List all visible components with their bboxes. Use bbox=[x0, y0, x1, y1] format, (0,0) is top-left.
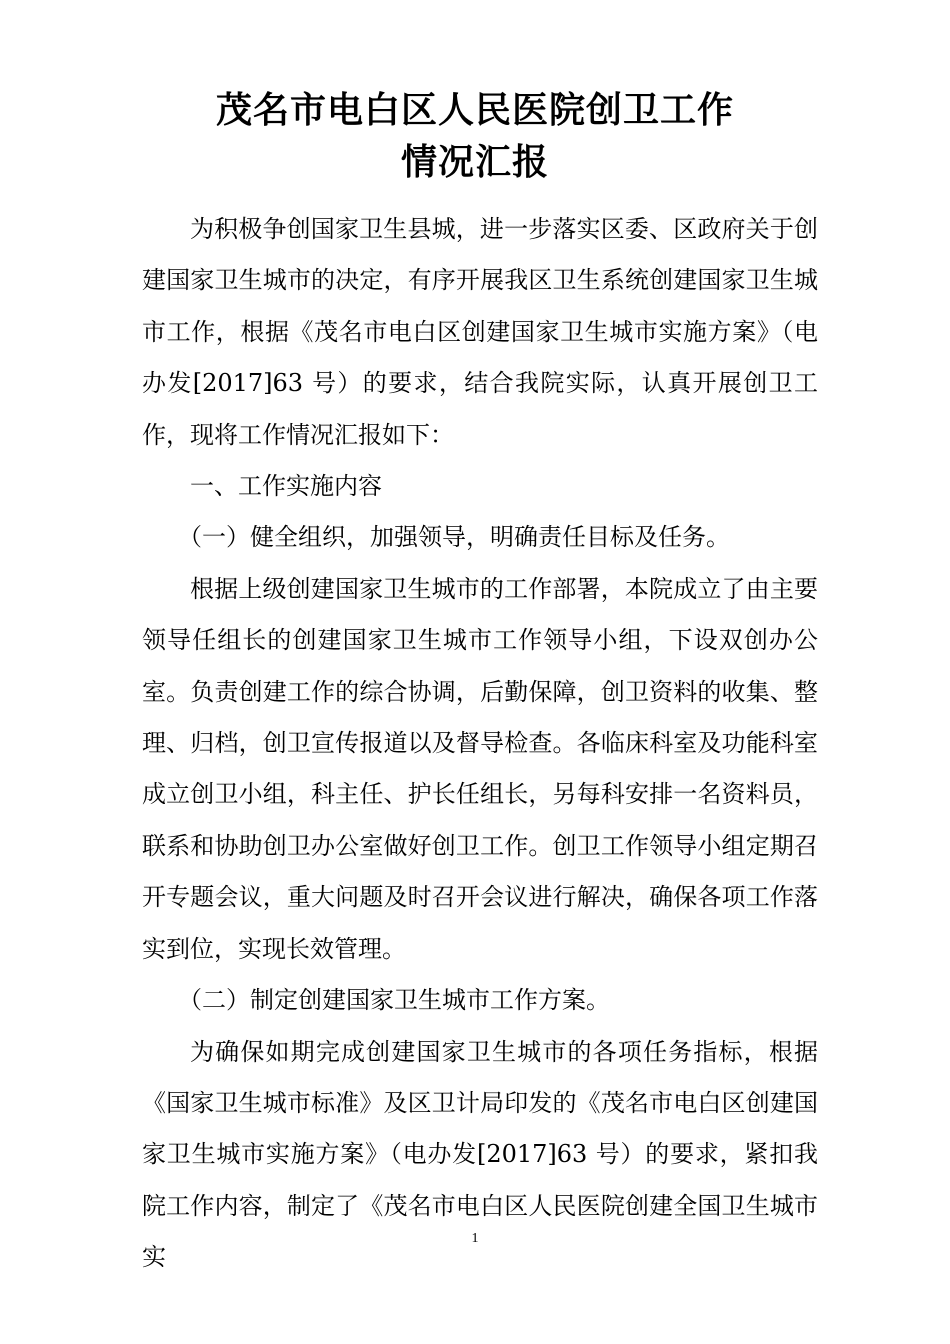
subsection-heading-work-plan: （二）制定创建国家卫生城市工作方案。 bbox=[178, 986, 610, 1015]
document-title-line-1: 茂名市电白区人民医院创卫工作 bbox=[215, 89, 734, 131]
document-title-line-2: 情况汇报 bbox=[400, 141, 549, 183]
work-plan-paragraph: 为确保如期完成创建国家卫生城市的各项任务指标，根据《国家卫生城市标准》及区卫计局印发的《茂名市电白区创建国家卫生城市实施方案》（电办发[2017]63 号）的要求，紧扣我院工作内容，制定了《茂名市电白区人民医院创建全国卫生城市实 bbox=[142, 1037, 818, 1272]
intro-paragraph: 为积极争创国家卫生县城，进一步落实区委、区政府关于创建国家卫生城市的决定，有序开展我区卫生系统创建国家卫生城市工作，根据《茂名市电白区创建国家卫生城市实施方案》（电办发[2017]63 号）的要求，结合我院实际，认真开展创卫工作，现将工作情况汇报如下： bbox=[142, 215, 818, 449]
subsection-heading-organization: （一）健全组织，加强领导，明确责任目标及任务。 bbox=[178, 523, 730, 552]
page-number: 1 bbox=[471, 1231, 479, 1246]
organization-paragraph: 根据上级创建国家卫生城市的工作部署，本院成立了由主要领导任组长的创建国家卫生城市工作领导小组，下设双创办公室。负责创建工作的综合协调，后勤保障，创卫资料的收集、整理、归档，创卫宣传报道以及督导检查。各临床科室及功能科室成立创卫小组，科主任、护长任组长，另每科安排一名资料员，联系和协助创卫办公室做好创卫工作。创卫工作领导小组定期召开专题会议，重大问题及时召开会议进行解决，确保各项工作落实到位，实现长效管理。 bbox=[142, 574, 818, 963]
section-heading-work-content: 一、工作实施内容 bbox=[190, 472, 382, 501]
document-body bbox=[142, 204, 818, 1284]
